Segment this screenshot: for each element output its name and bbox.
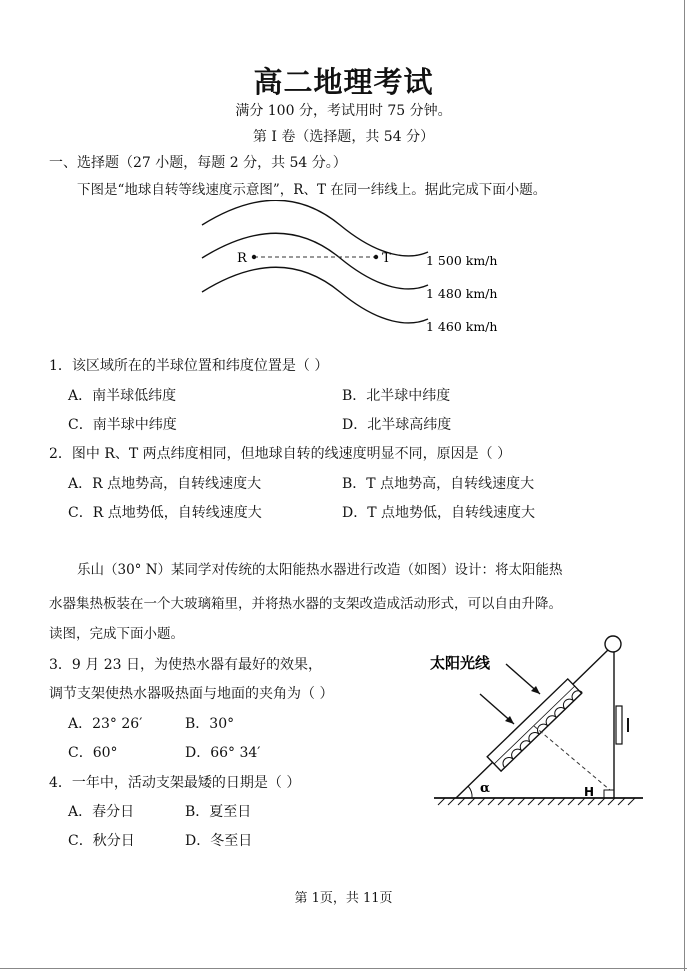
q4-option-a: A．春分日: [68, 804, 135, 820]
q4-option-b: B．夏至日: [185, 804, 252, 820]
section-title: 第 I 卷（选择题，共 54 分）: [252, 129, 435, 145]
q1-option-d: D．北半球高纬度: [342, 417, 452, 433]
pulley: [605, 636, 621, 652]
q1-option-b: B．北半球中纬度: [342, 388, 451, 404]
alpha-arc: [468, 786, 472, 798]
passage2-line2: 水器集热板装在一个大玻璃箱里，并将热水器的支架改造成活动形式，可以自由升降。: [49, 596, 562, 612]
right-angle-mark: [604, 790, 614, 798]
q3-option-d: D．66° 34′: [185, 745, 261, 761]
point-t-label: T: [382, 251, 391, 266]
q1-option-a: A．南半球低纬度: [68, 388, 177, 404]
q2-option-b: B．T 点地势高，自转线速度大: [342, 476, 535, 492]
q2-option-d: D．T 点地势低，自转线速度大: [342, 505, 536, 521]
isoline-label-1480: 1 480 km/h: [426, 286, 498, 301]
q3-stem-line2: 调节支架使热水器吸热面与地面的夹角为（ ）: [49, 686, 334, 702]
h-label: H: [584, 785, 595, 799]
isoline-upper-c: [202, 267, 428, 323]
part1-intro: 下图是“地球自转等线速度示意图”，R、T 在同一纬线上。据此完成下面小题。: [77, 182, 547, 198]
q3-option-b: B．30°: [185, 716, 235, 732]
q3-option-c: C．60°: [68, 745, 118, 761]
counterweight: [616, 706, 622, 744]
point-r-dot: [252, 255, 256, 259]
normal-dashed-line: [534, 726, 610, 790]
point-r-label: R: [237, 251, 247, 266]
sunlight-label: 太阳光线: [430, 654, 491, 672]
page-border-bottom: [0, 968, 687, 969]
point-t-dot: [374, 255, 378, 259]
part1-heading: 一、选择题（27 小题，每题 2 分，共 54 分。）: [49, 155, 347, 171]
q1-stem: 1．该区域所在的半球位置和纬度位置是（ ）: [49, 358, 329, 374]
q3-stem-line1: 3．9 月 23 日，为使热水器有最好的效果，: [49, 657, 322, 673]
passage2-line1: 乐山（30° N）某同学对传统的太阳能热水器进行改造（如图）设计：将太阳能热: [77, 562, 563, 578]
q2-option-c: C．R 点地势低，自转线速度大: [68, 505, 262, 521]
rotation-velocity-figure: [190, 200, 510, 345]
page-footer: 第 1页，共 11页: [294, 891, 393, 906]
q4-stem: 4．一年中，活动支架最矮的日期是（ ）: [49, 775, 301, 791]
ground-hatching: [438, 798, 635, 805]
q3-option-a: A．23° 26′: [68, 716, 143, 732]
q1-option-c: C．南半球中纬度: [68, 417, 177, 433]
isoline-label-1460: 1 460 km/h: [426, 319, 498, 334]
q2-option-a: A．R 点地势高，自转线速度大: [68, 476, 262, 492]
isoline-upper-b: [202, 233, 428, 289]
exam-subtitle: 满分 100 分，考试用时 75 分钟。: [235, 103, 452, 119]
alpha-label: α: [480, 781, 491, 796]
passage2-line3: 读图，完成下面小题。: [49, 626, 184, 642]
q4-option-c: C．秋分日: [68, 833, 135, 849]
solar-heater-figure: [428, 630, 650, 810]
isoline-label-1500: 1 500 km/h: [426, 253, 498, 268]
exam-title: 高二地理考试: [253, 65, 434, 99]
q2-stem: 2．图中 R、T 两点纬度相同，但地球自转的线速度明显不同，原因是（ ）: [49, 446, 512, 462]
isoline-upper-a: [202, 200, 428, 256]
q4-option-d: D．冬至日: [185, 833, 253, 849]
